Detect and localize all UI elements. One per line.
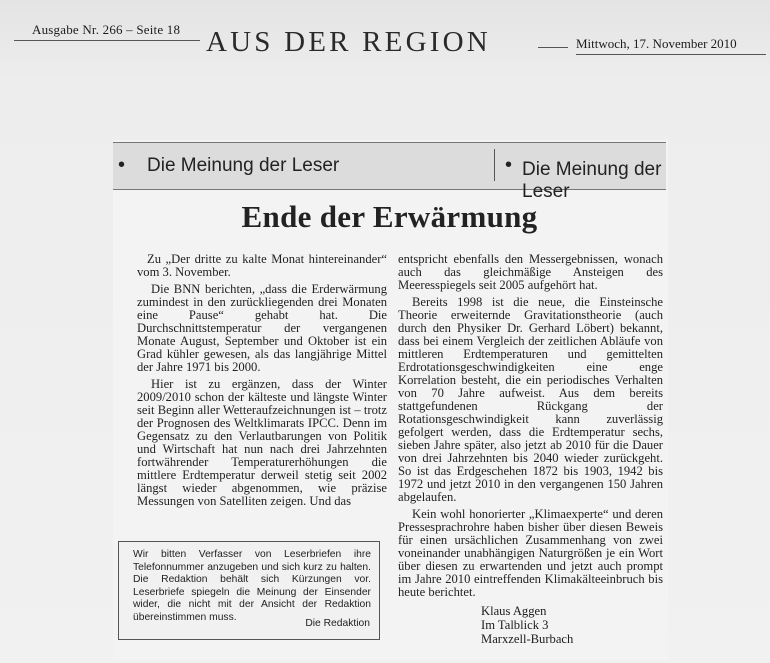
author-town: Marxzell-Burbach (481, 632, 574, 646)
article-column-right (398, 253, 663, 603)
author-name: Klaus Aggen (481, 604, 547, 618)
editorial-notice-text: Wir bitten Verfasser von Leserbriefen ihre Telefonnummer anzugeben und sich kurz zu halten. Die Redaktion behält sich Kürzungen vor. Leserbriefe spiegeln die Meinung der Einsender wider, die nicht mit der Ansicht der Redaktion übereinstimmen muss. (133, 549, 371, 623)
publication-date: Mittwoch, 17. November 2010 (576, 36, 737, 51)
editorial-notice-box (118, 541, 380, 640)
editorial-notice-signature: Die Redaktion (305, 618, 370, 630)
section-banner (113, 142, 666, 202)
header-rule-right (538, 47, 568, 48)
bullet-icon: • (505, 154, 513, 176)
banner-divider (494, 149, 495, 181)
article-paragraph: Hier ist zu ergänzen, dass der Winter 2009/2010 schon der kälteste und längste Winter seit Beginn aller Wetteraufzeichnungen ist – trotz der Prognosen des Weltklimarats IPCC. Denn im Gegensatz zu den Verlautbarungen von Politik und Wirtschaft hat nun nach drei Jahrzehnten fortwährender Temperaturerhöhungen die mittlere Erdtemperatur derweil stetig seit 2002 längst wieder abgenommen, wie präzise Messungen von Satelliten zeigen. Und das (137, 377, 387, 508)
banner-label-right: Die Meinung der Leser (522, 159, 662, 202)
section-title: AUS DER REGION (206, 26, 491, 58)
article-paragraph: Die BNN berichten, „dass die Erderwärmung zumindest in den zurückliegenden drei Monaten eine Pause“ gehabt hat. Die Durchschnittstemperatur der vergangenen Monate August, September und Oktober ist ein Grad kühler gewesen, als das langjährige Mittel der Jahre 1971 bis 2000. (137, 282, 387, 374)
article-paragraph: entspricht ebenfalls den Messergebnissen, wonach auch das gleichmäßige Ansteigen des Meeresspiegels seit 2005 aufgehört hat. (398, 252, 663, 292)
article-headline: Ende der Erwärmung (241, 199, 538, 234)
article-paragraph: Kein wohl honorierter „Klimaexperte“ und deren Pressesprachrohre haben bisher über diesen Beweis für einen ursächlichen Zusammenhang von zwei voneinander unabhängigen Naturgrößen je ein Wort über diesen zu erwartenden und jetzt auch prompt im Jahre 2010 eintreffenden Klimakälteeinbruch bis heute berichtet. (398, 507, 663, 599)
author-signature (481, 604, 573, 646)
article-paragraph: Bereits 1998 ist die neue, die Einsteinsche Theorie erweiternde Gravitationstheorie (auch durch den Physiker Dr. Gerhard Löbert) bekannt, dass bei einem Vergleich der zeitlichen Abläufe von mittleren Erdtemperaturen und gemittelten Erdrotationsgeschwindigkeiten eine enge Korrelation besteht, die ein periodisches Verhalten von 70 Jahre aufweist. Aus dem bereits stattgefundenen Rückgang der Rotationsgeschwindigkeit kann zuverlässig gefolgert werden, dass die Erdtemperatur sechs, sieben Jahre später, also jetzt ab 2010 für die Dauer von drei Jahrzehnten bis 2040 wieder zurückgeht. So ist das Erdgeschehen 1872 bis 1903, 1942 bis 1972 und jetzt 2010 in den vergangenen 150 Jahren abgelaufen. (398, 295, 663, 504)
article-paragraph: Zu „Der dritte zu kalte Monat hintereinander“ vom 3. November. (137, 252, 387, 279)
header-rule-left (14, 40, 200, 41)
author-street: Im Talblick 3 (481, 618, 549, 632)
banner-label-left: Die Meinung der Leser (147, 155, 340, 176)
bullet-icon: • (118, 154, 126, 176)
header-rule-date (576, 54, 766, 55)
issue-number: Ausgabe Nr. 266 – Seite 18 (32, 22, 181, 37)
article-column-left (137, 253, 387, 512)
